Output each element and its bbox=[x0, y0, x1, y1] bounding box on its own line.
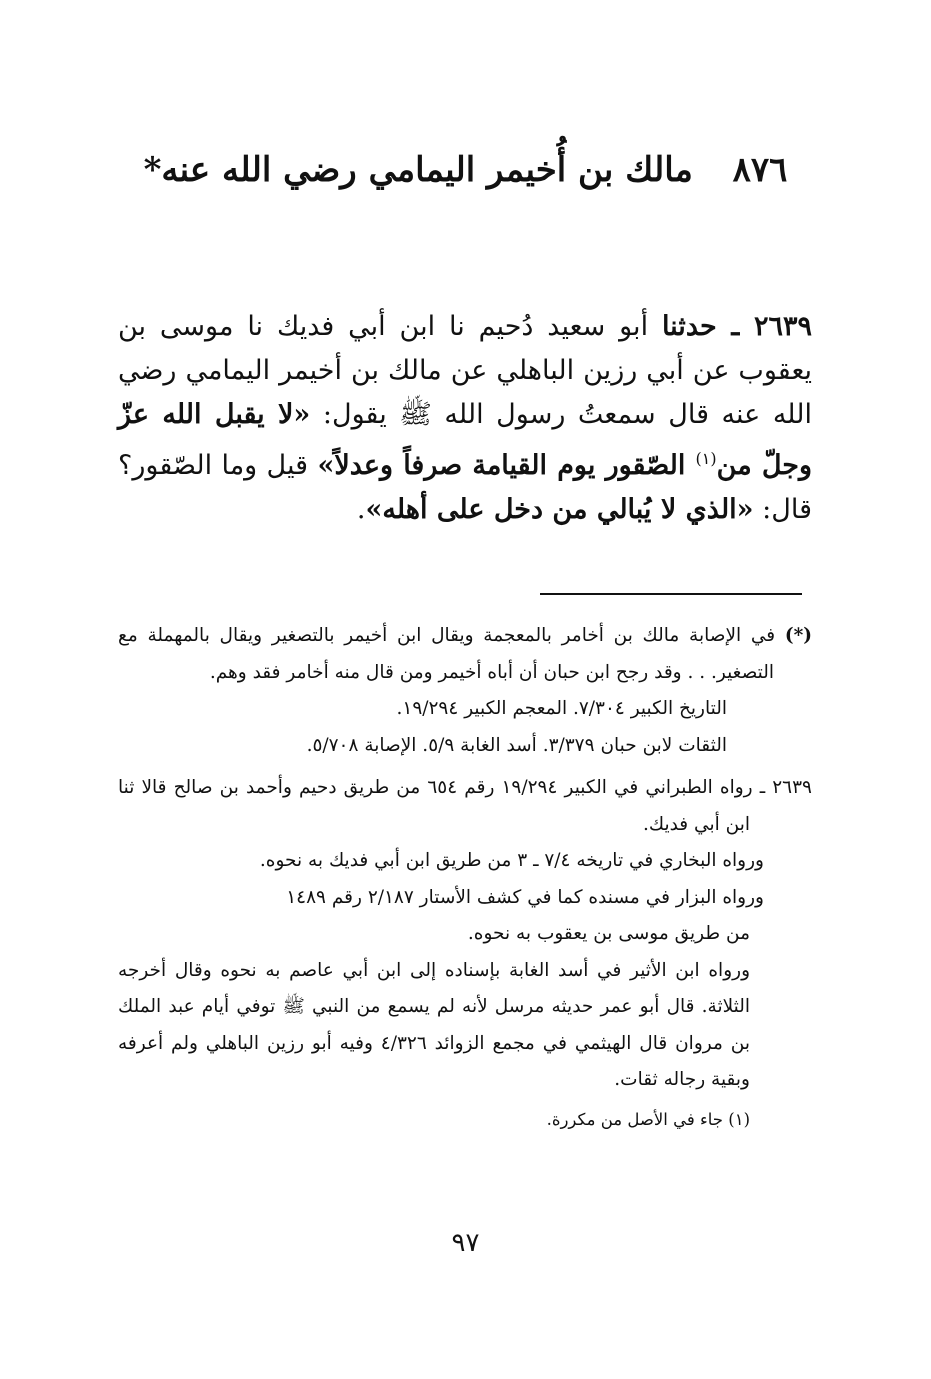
references-line-2: الثقات لابن حبان ٣/٣٧٩. أسد الغابة ٥/٩. الإصابة ٥/٧٠٨. bbox=[306, 734, 727, 756]
chapter-heading bbox=[100, 150, 831, 190]
hadith-question: قيل وما الصّقور؟ قال: bbox=[118, 450, 812, 525]
footnote-1: (١) جاء في الأصل من مكررة. bbox=[546, 1109, 750, 1129]
takhrij-line-3b: من طريق موسى بن يعقوب به نحوه. bbox=[467, 923, 750, 944]
footnote-divider bbox=[540, 593, 802, 595]
chapter-title: مالك بن أُخيمر اليمامي رضي الله عنه* bbox=[143, 150, 693, 190]
references-line-1: التاريخ الكبير ٧/٣٠٤. المعجم الكبير ١٩/٢٩٤. bbox=[396, 698, 727, 719]
hadith-text bbox=[118, 305, 812, 532]
star-note-text: في الإصابة مالك بن أخامر بالمعجمة ويقال ابن أخيمر بالتصغير ويقال بالمهملة مع التصغير. . . وقد رجح ابن حبان أن أباه أخيمر ومن قال منه أخامر فقد وهم. bbox=[118, 625, 785, 683]
takhrij-number: ٢٦٣٩ ـ bbox=[752, 777, 812, 798]
takhrij-text-1: رواه الطبراني في الكبير ١٩/٢٩٤ رقم ٦٥٤ من طريق دحيم وأحمد بن صالح قالا ثنا ابن أبي فديك. bbox=[118, 777, 753, 835]
takhrij-line-1 bbox=[118, 770, 812, 843]
hadith-matn-part1: «لا يقبل الله عزّ وجلّ من bbox=[118, 399, 813, 481]
footnote-ref: (١) bbox=[695, 449, 717, 468]
chapter-number: ٨٧٦ bbox=[732, 150, 788, 190]
hadith-isnad: أبو سعيد دُحيم نا ابن أبي فديك نا موسى بن يعقوب عن أبي رزين الباهلي عن مالك بن أخيمر اليمامي رضي الله عنه قال سمعتُ رسول الله ﷺ يقول: bbox=[118, 311, 812, 430]
takhrij-line-4: ورواه ابن الأثير في أسد الغابة بإسناده إلى ابن أبي عاصم به نحوه وقال أخرجه الثلاثة. قال أبو عمر حديثه مرسل لأنه لم يسمع من النبي ﷺ توفي أيام عبد الملك بن مروان قال الهيثمي في مجمع الزوائد ٤/٣٢٦ وفيه أبو رزين الباهلي ولم أعرفه وبقية رجاله ثقات. bbox=[118, 959, 750, 1090]
haddathana-word: حدثنا bbox=[661, 311, 717, 342]
hadith-end: . bbox=[356, 494, 366, 525]
takhrij-line-2: ورواه البخاري في تاريخه ٧/٤ ـ ٣ من طريق ابن أبي فديك به نحوه. bbox=[259, 850, 764, 871]
hadith-number: ٢٦٣٩ bbox=[753, 311, 812, 342]
hadith-dash: ـ bbox=[716, 311, 754, 342]
star-note-marker: (*) bbox=[784, 625, 812, 646]
page-number: ٩٧ bbox=[451, 1228, 480, 1258]
hadith-answer: «الذي لا يُبالي من دخل على أهله» bbox=[365, 494, 754, 525]
takhrij-line-3: ورواه البزار في مسنده كما في كشف الأستار ٢/١٨٧ رقم ١٤٨٩ bbox=[286, 886, 764, 908]
hadith-matn-part2: الصّقور يوم القيامة صرفاً وعدلاً» bbox=[317, 450, 696, 481]
star-note bbox=[118, 618, 812, 691]
footnotes bbox=[118, 618, 812, 1135]
